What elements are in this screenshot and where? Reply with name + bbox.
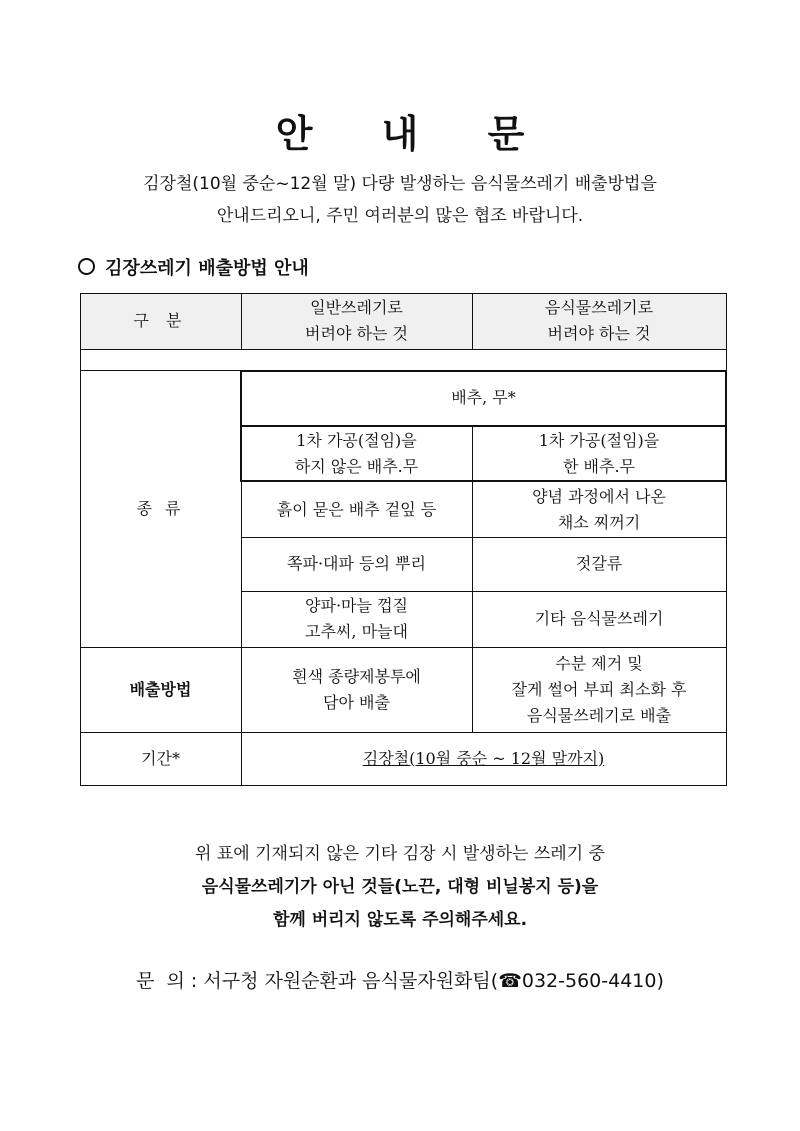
- kind-general-2: [241, 482, 472, 537]
- cell-line: 하지 않은 배추.무: [294, 456, 419, 476]
- kind-food-3: [472, 537, 726, 591]
- notice-text: [0, 838, 800, 937]
- table-border-right: [726, 293, 727, 786]
- row-label-period: 기간*: [141, 748, 180, 768]
- contact-info: [0, 966, 800, 993]
- kind-general-3: [241, 537, 472, 591]
- kind-food-4: [472, 591, 726, 647]
- table-line: [80, 349, 726, 350]
- section-title: [78, 254, 309, 280]
- phone-icon: ☎: [498, 970, 522, 992]
- row-label-kinds: 종 류: [136, 498, 185, 518]
- cell-line: 채소 찌꺼기: [557, 512, 641, 532]
- cell-line: 수분 제거 및: [555, 653, 643, 673]
- kind-general-1: [241, 426, 472, 481]
- header-food-line1: 음식물쓰레기로: [544, 298, 654, 317]
- cell-line: 젓갈류: [575, 554, 623, 573]
- notice-line-1: 위 표에 기재되지 않은 기타 김장 시 발생하는 쓰레기 중: [195, 844, 605, 864]
- header-food-line2: 버려야 하는 것: [547, 324, 651, 343]
- contact-label: 문 의 : 서구청 자원순환과 음식물자원화팀(: [136, 970, 499, 992]
- cell-line: 1차 가공(절임)을: [296, 430, 417, 450]
- intro-line-1: 김장철(10월 중순~12월 말) 다량 발생하는 음식물쓰레기 배출방법을: [143, 174, 657, 194]
- kind-food-2: [472, 482, 726, 537]
- cell-line: 흙이 묻은 배추 겉잎 등: [276, 499, 437, 519]
- cell-line: 담아 배출: [323, 692, 390, 712]
- cell-line: 양파·마늘 껍질: [305, 596, 408, 615]
- cell-line: 쪽파·대파 등의 뿌리: [287, 554, 426, 573]
- period-value: 김장철(10월 중순 ~ 12월 말까지): [362, 748, 605, 768]
- cell-line: 고추씨, 마늘대: [305, 622, 408, 641]
- header-category: 구 분: [133, 311, 188, 330]
- intro-text: [0, 168, 800, 232]
- cell-line: 잘게 썰어 부피 최소화 후: [511, 679, 687, 699]
- cell-line: 1차 가공(절임)을: [538, 430, 660, 450]
- header-general-line2: 버려야 하는 것: [305, 324, 408, 343]
- section-title-text: 김장쓰레기 배출방법 안내: [105, 258, 309, 279]
- header-food-waste: [472, 293, 726, 349]
- table-border-bottom: [80, 785, 726, 786]
- notice-line-3: 함께 버리지 않도록 주의해주세요.: [272, 910, 528, 930]
- contact-phone: 032-560-4410): [521, 970, 664, 992]
- page-title: 안 내 문: [275, 112, 553, 156]
- method-general: [241, 647, 472, 732]
- cell-line: 음식물쓰레기로 배출: [526, 705, 672, 725]
- intro-line-2: 안내드리오니, 주민 여러분의 많은 협조 바랍니다.: [216, 206, 584, 226]
- kind-food-1: [472, 426, 726, 481]
- cell-line: 양념 과정에서 나온: [532, 486, 666, 506]
- kinds-header: 배추, 무*: [451, 387, 516, 407]
- header-general-line1: 일반쓰레기로: [310, 298, 403, 317]
- kind-general-4: [241, 591, 472, 647]
- header-general-waste: [241, 293, 472, 349]
- method-food: [472, 647, 726, 732]
- row-label-method: 배출방법: [129, 679, 192, 699]
- notice-line-2: 음식물쓰레기가 아닌 것들(노끈, 대형 비닐봉지 등)을: [201, 877, 599, 897]
- cell-line: 기타 음식물쓰레기: [534, 609, 664, 628]
- cell-line: 한 배추.무: [563, 456, 635, 476]
- circle-bullet-icon: [78, 258, 95, 275]
- cell-line: 흰색 종량제봉투에: [292, 666, 421, 686]
